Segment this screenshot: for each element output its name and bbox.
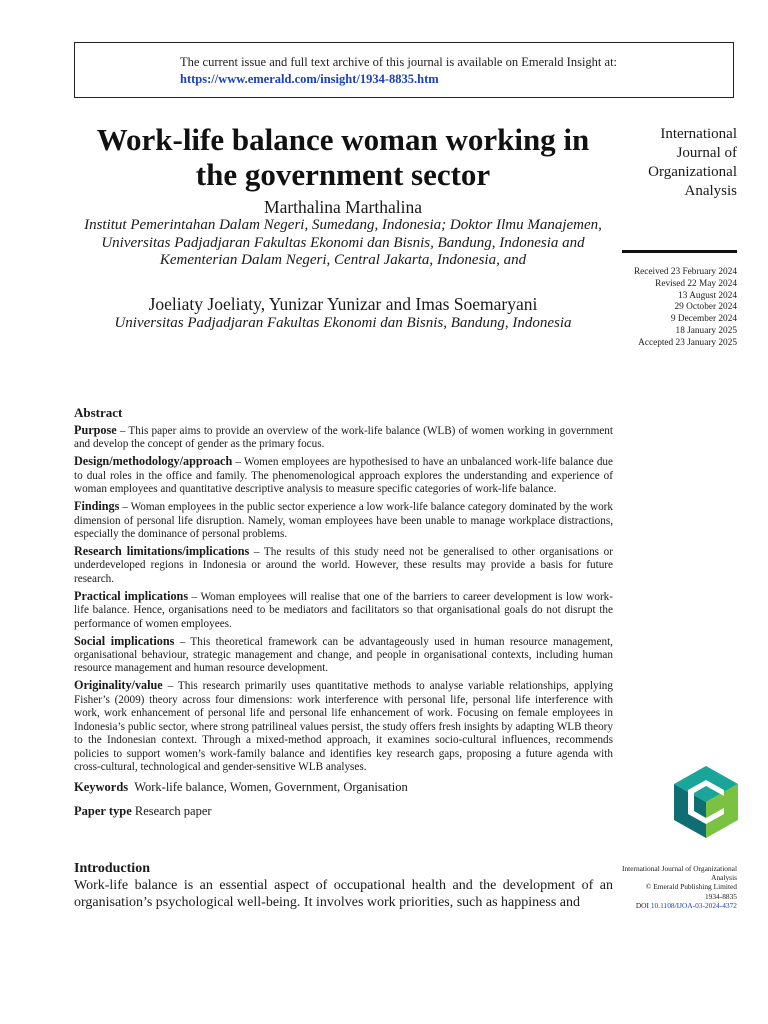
paper-type: Paper type Research paper [74,804,212,819]
abstract [74,405,613,819]
pub-doi: DOI 10.1108/IJOA-03-2024-4372 [635,900,737,910]
date-line: Received 23 February 2024 [633,267,737,277]
author-group-1: Marthalina Marthalina [264,197,422,217]
emerald-logo-icon [674,766,738,838]
keywords: Keywords Work-life balance, Women, Government, Organisation [74,780,408,795]
abstract-section: Purpose – This paper aims to provide an overview of the work-life balance (WLB) of women working in government and develop the concept of gender as the primary focus. [74,423,613,451]
abstract-heading: Abstract [74,405,123,420]
abstract-section: Findings – Woman employees in the public sector experience a low work-life balance category dominated by the work dimension of personal life disruption. Namely, woman employees have been unable to manage workplace distractions, especially the dominance of personal problems. [74,499,613,541]
abstract-section: Research limitations/implications – The results of this study need not be generalised to other organisations or underdeveloped regions in Indonesia or around the world. However, these results may provide a basis for future research. [74,544,613,585]
date-line: 29 October 2024 [674,302,737,313]
abstract-section: Practical implications – Woman employees will realise that one of the barriers to career development is low work-life balance. Hence, organisations need to be mediators and facilitators so that organisational goals do not disrupt the performance of women employees. [74,588,613,630]
pub-issn: 1934-8835 [704,891,737,901]
publication-info [610,864,737,910]
date-line: 13 August 2024 [678,290,737,301]
date-line: 9 December 2024 [670,314,737,325]
pub-copyright: © Emerald Publishing Limited [645,882,737,892]
affiliation-2: Universitas Padjadjaran Fakultas Ekonomi dan Bisnis, Bandung, Indonesia [114,315,572,331]
author-group-2: Joeliaty Joeliaty, Yunizar Yunizar and Imas Soemaryani [148,294,538,314]
date-line: Revised 22 May 2024 [655,278,737,289]
doi-link[interactable]: 10.1108/IJOA-03-2024-4372 [650,900,737,910]
abstract-section: Originality/value – This research primarily uses quantitative methods to analyse variable relationships, applying Fisher’s (2009) theory across four dimensions: work interference with personal life, personal life interference with work, work enhancement of personal life and personal life enhancement of work. Focusing on female employees in Indonesia’s public sector, where strong patrilineal values persist, the study offers fresh insights by adapting WLB theory to the Indonesian context. Through a mixed-method approach, it examines socio-cultural influences, recommends policies to support women’s work-family balance and identifies key research gaps, proposing a future agenda with cross-cultural, technological and gender-sensitive WLB analyses. [74,678,613,773]
journal-divider [622,250,737,253]
paper-title: Work-life balance woman working in the government sector [96,122,590,192]
date-line: 18 January 2025 [675,325,737,336]
introduction-text: Work-life balance is an essential aspect of occupational health and the development of an organisation’s psychological well-being. It involves work priorities, such as happiness and [74,878,613,910]
affiliation-1: Institut Pemerintahan Dalam Negeri, Sumedang, Indonesia; Doktor Ilmu Manajemen, Universitas Padjadjaran Fakultas Ekonomi dan Bisnis, Bandung, Indonesia and Kementerian Dalam Negeri, Central Jakarta, Indonesia, and [84,217,602,268]
pub-journal: International Journal of Organizational Analysis [622,864,737,883]
abstract-section: Design/methodology/approach – Women employees are hypothesised to have an unbalanced work-life balance due to dual roles in the office and family. The phenomenological approach explores the understanding and experience of woman employees and quantitative descriptive analysis to measure specific categories of work-life balance. [74,454,613,496]
history-dates [600,267,737,350]
journal-archive-link[interactable]: https://www.emerald.com/insight/1934-8835.htm [180,72,439,86]
archive-banner [74,42,734,98]
journal-name: International Journal of Organizational Analysis [648,126,737,199]
introduction-heading: Introduction [74,861,150,876]
date-line: Accepted 23 January 2025 [638,337,737,348]
archive-notice: The current issue and full text archive of this journal is available on Emerald Insight at: [180,55,618,69]
abstract-section: Social implications – This theoretical framework can be advantageously used in human resource management, organisational behaviour, strategic management and change, and people in organisational contexts, including human resource management and human resource development. [74,633,613,675]
